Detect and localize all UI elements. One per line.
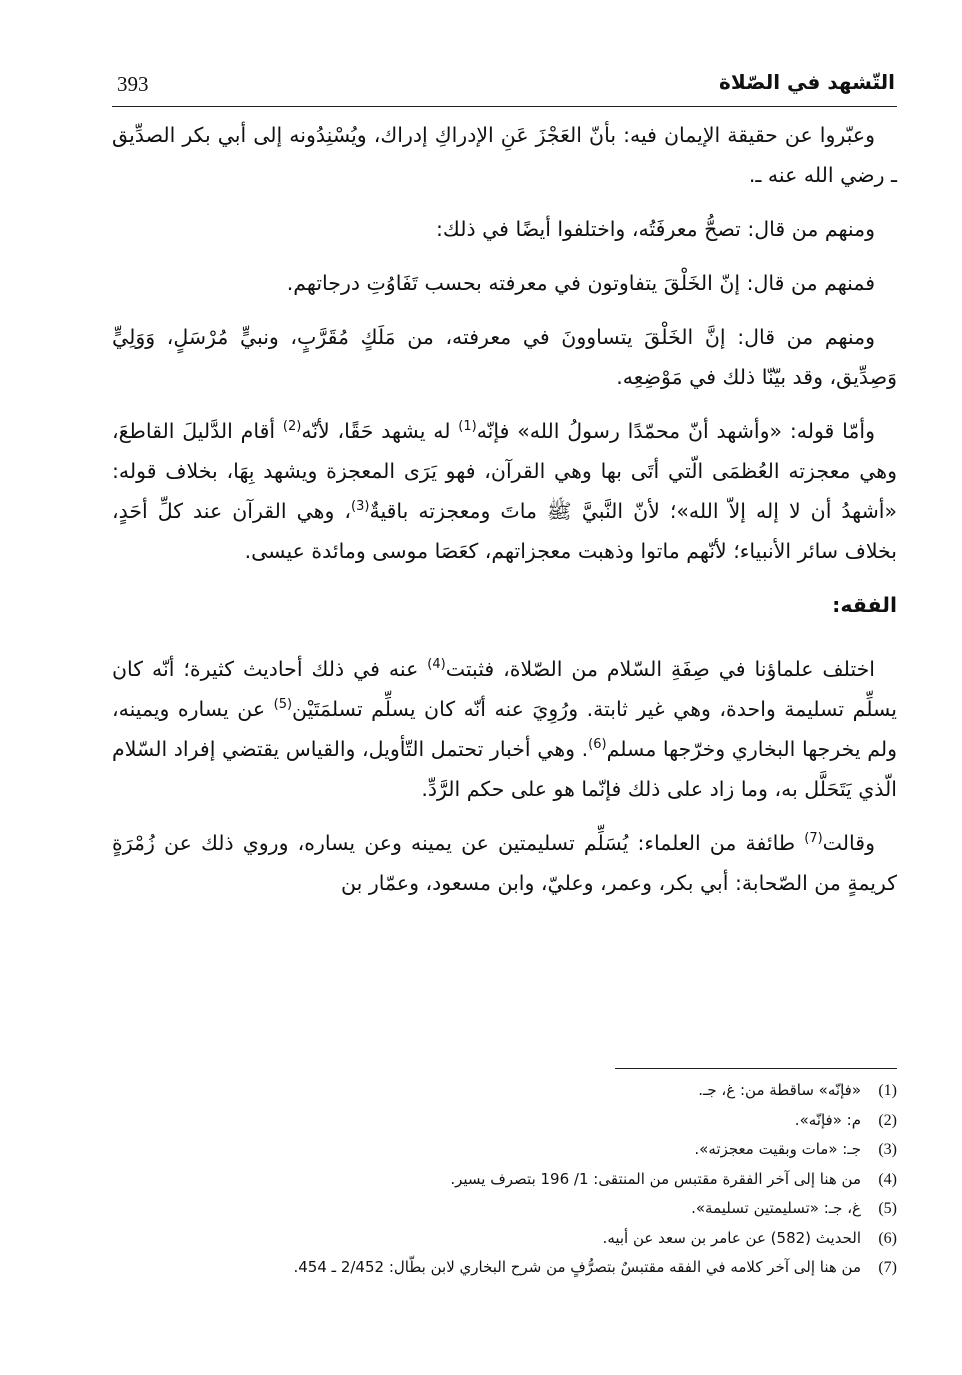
paragraph <box>112 823 897 903</box>
footnote-marker[interactable]: (1) <box>458 419 477 435</box>
footnote-number: (4) <box>878 1170 897 1188</box>
paragraph <box>112 411 897 571</box>
footnote-text: الحديث (582) عن عامر بن سعد عن أبيه. <box>602 1228 861 1247</box>
footnote-item <box>112 1224 897 1254</box>
text-run: عنه في ذلك أحاديث كثيرة؛ أنّه كان يسلِّم تسليمة واحدة، وهي غير ثابتة. ورُوِيَ عنه أنّه كان يسلِّم تسلمَتَيْن <box>112 657 897 721</box>
footnote-number: (3) <box>878 1141 897 1158</box>
paragraph: ومنهم من قال: تصحُّ معرفَتُه، واختلفوا أيضًا في ذلك: <box>436 217 875 241</box>
text-run: وقالت <box>822 831 875 855</box>
footnote-item <box>112 1165 897 1195</box>
footnote-marker[interactable]: (6) <box>588 737 607 753</box>
page-number: 393 <box>117 72 149 96</box>
text-run: له يشهد حَقًا، لأنّه <box>301 419 459 443</box>
paragraph: ومنهم من قال: إنَّ الخَلْقَ يتساوونَ في معرفته، من مَلَكٍ مُقَرَّبٍ، ونبيٍّ مُرْسَلٍ، وَوَلِيٍّ وَصِدِّيق، وقد بيّنّا ذلك في مَوْضِعِه. <box>112 325 897 389</box>
footnote-item <box>112 1106 897 1136</box>
text-run: طائفة من العلماء: يُسَلِّم تسليمتين عن يمينه وعن يساره، وروي ذلك عن زُمْرَةٍ كريمةٍ من الصّحابة: أبي بكر، وعمر، وعليّ، وابن مسعود، وعمّار بن <box>112 831 897 895</box>
footnote-number: (7) <box>878 1259 897 1276</box>
footnote-marker[interactable]: (3) <box>351 499 370 515</box>
footnote-number: (5) <box>878 1200 897 1217</box>
footnote-text: م: «فإنّه». <box>794 1110 861 1129</box>
text-run: أقام الدَّليلَ القاطعَ، وهي معجزته العُظمَى الّتي أتَى بها وهي القرآن، فهو يَرَى المعجزة ويشهد بِهَا، بخلاف قوله: «أشهدُ أن لا إله إلاّ الله»؛ لأنّ النَّبيَّ ﷺ ماتَ ومعجزته باقيةٌ <box>112 419 898 523</box>
footnote-text: من هنا إلى آخر كلامه في الفقه مقتبسٌ بتصرُّفٍ من شرح البخاري لابن بطّال: 2/452 ـ 454. <box>293 1258 861 1276</box>
footnote-number: (6) <box>878 1229 897 1247</box>
footnote-item <box>112 1253 897 1283</box>
text-run: عن يساره ويمينه، ولم يخرجها البخاري وخرّجها مسلم <box>112 697 897 761</box>
footnotes <box>112 1076 897 1283</box>
footnote-marker[interactable]: (4) <box>427 657 446 673</box>
page-header <box>112 66 897 107</box>
paragraph: فمنهم من قال: إنّ الخَلْقَ يتفاوتون في معرفته بحسب تَفَاوُتِ درجاتهم. <box>286 271 875 295</box>
section-heading: الفقه: <box>832 593 897 617</box>
paragraph: وعبّروا عن حقيقة الإيمان فيه: بأنّ العَجْزَ عَنِ الإدراكِ إدراك، ويُسْنِدُونه إلى أبي بكر الصدِّيق ـ رضي الله عنه ـ. <box>112 123 897 187</box>
running-title: التّشهد في الصّلاة <box>719 70 895 94</box>
footnote-item <box>112 1194 897 1224</box>
footnote-item <box>112 1076 897 1106</box>
footnote-marker[interactable]: (7) <box>804 831 823 847</box>
footnote-text: جـ: «مات وبقيت معجزته». <box>694 1140 861 1158</box>
footnote-item <box>112 1135 897 1165</box>
footnote-number: (2) <box>878 1111 897 1129</box>
footnote-text: من هنا إلى آخر الفقرة مقتبس من المنتقى: 1/ 196 بتصرف يسير. <box>450 1169 861 1188</box>
paragraph <box>112 649 897 809</box>
footnote-separator <box>615 1068 897 1069</box>
text-run: اختلف علماؤنا في صِفَةِ السّلام من الصّلاة، فثبتت <box>445 657 875 681</box>
text-run: . وهي أخبار تحتمل التّأويل، والقياس يقتضي إفراد السّلام الّذي يَتَحَلَّل به، وما زاد على ذلك فإنّما هو على حكم الرَّدِّ. <box>112 737 897 801</box>
text-run: وأمّا قوله: «وأشهد أنّ محمّدًا رسولُ الله» فإنّه <box>476 419 875 443</box>
footnote-number: (1) <box>878 1082 897 1099</box>
footnote-text: غ، جـ: «تسليمتين تسليمة». <box>691 1199 861 1217</box>
footnote-marker[interactable]: (2) <box>282 419 302 435</box>
text-run: ، وهي القرآن عند كلِّ أحَدٍ، بخلاف سائر الأنبياء؛ لأنّهم ماتوا وذهبت معجزاتهم، كعَصَا موسى ومائدة عيسى. <box>112 499 897 563</box>
footnote-marker[interactable]: (5) <box>273 697 293 713</box>
main-text <box>112 115 897 917</box>
footnote-text: «فإنّه» ساقطة من: غ، جـ. <box>698 1081 861 1099</box>
